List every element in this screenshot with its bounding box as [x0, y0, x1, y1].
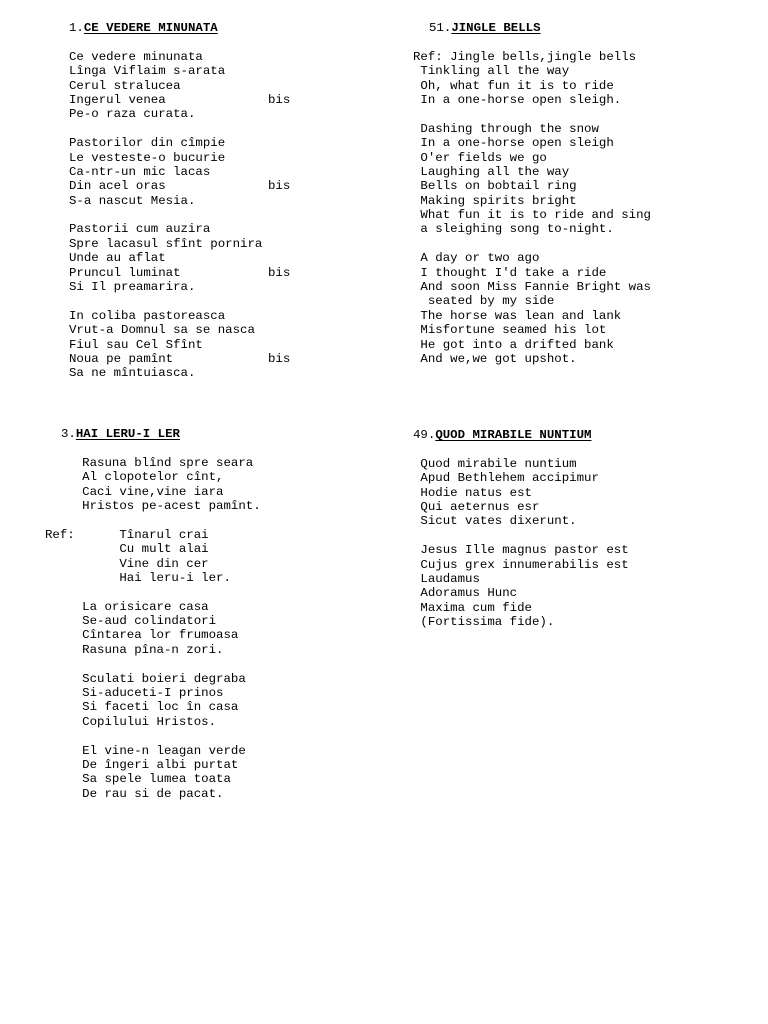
- lyric-text: Vrut-a Domnul sa se nasca: [69, 323, 255, 338]
- lyric-text: In a one-horse open sleigh: [413, 136, 614, 151]
- stanza: [45, 744, 261, 802]
- lyric-line: [413, 179, 651, 193]
- lyric-text: Si faceti loc în casa: [45, 700, 239, 715]
- lyric-line: [45, 600, 261, 614]
- lyric-line: [45, 499, 261, 513]
- lyric-text: Apud Bethlehem accipimur: [413, 471, 599, 486]
- lyric-text: Laughing all the way: [413, 164, 570, 179]
- lyric-line: [413, 222, 651, 236]
- lyric-text: Cerul stralucea: [69, 78, 181, 93]
- lyric-text: In coliba pastoreasca: [69, 308, 226, 323]
- lyric-line: [69, 194, 262, 208]
- lyric-text: Spre lacasul sfînt pornira: [69, 236, 263, 251]
- lyric-line: [413, 471, 629, 485]
- lyric-line: [69, 237, 262, 251]
- lyric-line: [413, 266, 651, 280]
- lyric-text: Le vesteste-o bucurie: [69, 150, 226, 165]
- song-name: CE VEDERE MINUNATA: [83, 21, 218, 35]
- stanza: [69, 136, 291, 208]
- lyric-text: (Fortissima fide).: [413, 615, 555, 630]
- lyric-text: And soon Miss Fannie Bright was: [413, 280, 651, 295]
- song-stanzas: [45, 456, 261, 801]
- stanza: [45, 456, 261, 514]
- lyric-line: [413, 514, 629, 528]
- lyric-line: [45, 715, 261, 729]
- lyric-line: [69, 309, 262, 323]
- repeat-mark: bis: [268, 92, 291, 107]
- stanza: [69, 49, 291, 122]
- lyric-text: El vine-n leagan verde: [45, 743, 246, 758]
- lyric-line: [69, 338, 262, 352]
- lyric-text: Maxima cum fide: [413, 600, 532, 615]
- lyric-line: [413, 558, 629, 572]
- lyric-line: [45, 700, 261, 714]
- lyric-text: Fiul sau Cel Sfînt: [69, 337, 203, 352]
- lyric-line: [45, 672, 261, 686]
- lyric-text: Oh, what fun it is to ride: [413, 78, 614, 93]
- lyric-line: [69, 165, 262, 179]
- lyric-text: a sleighing song to-night.: [413, 222, 614, 237]
- lyric-line: [45, 787, 261, 801]
- lyric-line: [413, 93, 651, 107]
- song-stanzas: [69, 49, 291, 381]
- lyric-line: [413, 500, 629, 514]
- stanza: [413, 543, 629, 629]
- lyric-text: In a one-horse open sleigh.: [413, 92, 622, 107]
- lyric-line: [69, 251, 262, 265]
- repeat-mark: bis: [268, 265, 291, 280]
- lyric-text: O'er fields we go: [413, 150, 547, 165]
- lyric-text: Vine din cer: [45, 556, 209, 571]
- lyric-text: Sicut vates dixerunt.: [413, 514, 577, 529]
- lyric-line: [413, 79, 651, 93]
- lyric-line: [69, 179, 291, 194]
- lyric-line: [69, 92, 291, 107]
- lyric-line: [413, 165, 651, 179]
- lyric-text: Making spirits bright: [413, 193, 577, 208]
- song-name: JINGLE BELLS: [451, 21, 541, 35]
- stanza: [413, 122, 651, 237]
- lyric-text: Rasuna blînd spre seara: [45, 455, 254, 470]
- lyric-text: Misfortune seamed his lot: [413, 323, 607, 338]
- lyric-text: Al clopotelor cînt,: [45, 470, 224, 485]
- lyric-line: [413, 352, 651, 366]
- lyric-text: Ingerul venea: [69, 92, 166, 107]
- lyric-text: Unde au aflat: [69, 251, 166, 266]
- song-jingle-bells: [413, 21, 651, 366]
- lyric-text: Ref: Jingle bells,jingle bells: [413, 49, 637, 64]
- lyric-line: [413, 309, 651, 323]
- lyric-line: [69, 50, 262, 64]
- lyric-line: [413, 64, 651, 78]
- lyric-text: Hai leru-i ler.: [45, 570, 231, 585]
- lyric-text: De îngeri albi purtat: [45, 757, 239, 772]
- song-stanzas: [413, 457, 629, 630]
- lyric-text: Cîntarea lor frumoasa: [45, 628, 239, 643]
- stanza: [45, 600, 261, 658]
- lyric-line: [69, 107, 262, 121]
- lyric-line: [413, 572, 629, 586]
- song-number: 51.: [429, 21, 452, 35]
- song-stanzas: [413, 50, 651, 367]
- lyric-line: [413, 543, 629, 557]
- lyric-text: Ca-ntr-un mic lacas: [69, 164, 211, 179]
- lyric-line: [45, 686, 261, 700]
- lyric-line: [45, 557, 261, 571]
- lyric-text: Noua pe pamînt: [69, 351, 174, 366]
- lyric-text: Quod mirabile nuntium: [413, 456, 577, 471]
- lyric-line: [45, 542, 261, 556]
- lyric-text: Dashing through the snow: [413, 121, 599, 136]
- lyric-line: [413, 194, 651, 208]
- lyric-line: [45, 571, 261, 585]
- song-name: QUOD MIRABILE NUNTIUM: [435, 428, 592, 442]
- lyric-line: [45, 528, 261, 542]
- song-number: 3.: [61, 427, 76, 441]
- stanza: [413, 50, 651, 108]
- lyric-text: De rau si de pacat.: [45, 786, 224, 801]
- lyric-text: Pruncul luminat: [69, 265, 181, 280]
- repeat-mark: bis: [268, 179, 291, 194]
- lyric-text: Tinkling all the way: [413, 64, 570, 79]
- stanza: [69, 222, 291, 295]
- lyric-text: Ce vedere minunata: [69, 49, 203, 64]
- stanza: [45, 528, 261, 586]
- lyric-line: [69, 64, 262, 78]
- lyric-text: Hodie natus est: [413, 485, 532, 500]
- lyric-text: Pe-o raza curata.: [69, 107, 196, 122]
- lyric-text: He got into a drifted bank: [413, 337, 614, 352]
- song-title: [429, 21, 651, 35]
- lyric-text: Pastorii cum auzira: [69, 222, 211, 237]
- lyric-line: [45, 772, 261, 786]
- stanza: [69, 308, 291, 381]
- lyric-line: [45, 470, 261, 484]
- lyric-line: [413, 136, 651, 150]
- song-title: [61, 427, 261, 441]
- lyric-line: [413, 323, 651, 337]
- song-number: 1.: [69, 21, 84, 35]
- lyric-line: [45, 485, 261, 499]
- lyric-text: I thought I'd take a ride: [413, 265, 607, 280]
- lyric-text: Rasuna pîna-n zori.: [45, 642, 224, 657]
- lyric-line: [69, 323, 262, 337]
- lyric-text: Adoramus Hunc: [413, 586, 518, 601]
- song-quod-mirabile-nuntium: [413, 428, 629, 629]
- lyric-line: [45, 758, 261, 772]
- lyric-text: Ref: Tînarul crai: [45, 527, 209, 542]
- lyric-line: [413, 294, 651, 308]
- lyric-text: The horse was lean and lank: [413, 308, 622, 323]
- lyric-line: [69, 351, 291, 366]
- lyric-text: A day or two ago: [413, 251, 540, 266]
- lyric-text: Cujus grex innumerabilis est: [413, 557, 629, 572]
- lyric-text: And we,we got upshot.: [413, 351, 577, 366]
- lyric-text: Sa spele lumea toata: [45, 772, 231, 787]
- lyric-text: Bells on bobtail ring: [413, 179, 577, 194]
- lyric-text: Cu mult alai: [45, 542, 209, 557]
- lyric-text: seated by my side: [413, 294, 555, 309]
- song-ce-vedere-minunata: [69, 21, 291, 381]
- lyric-line: [69, 366, 262, 380]
- lyric-line: [413, 208, 651, 222]
- lyric-line: [413, 601, 629, 615]
- stanza: [413, 457, 629, 529]
- lyric-line: [45, 456, 261, 470]
- lyric-line: [69, 79, 262, 93]
- song-number: 49.: [413, 428, 436, 442]
- lyric-text: Se-aud colindatori: [45, 614, 217, 629]
- lyric-line: [413, 122, 651, 136]
- song-title: [69, 21, 262, 35]
- lyric-text: What fun it is to ride and sing: [413, 208, 651, 223]
- repeat-mark: bis: [268, 351, 291, 366]
- lyric-line: [413, 50, 651, 64]
- lyric-text: La orisicare casa: [45, 599, 209, 614]
- lyric-line: [413, 586, 629, 600]
- lyric-line: [69, 151, 262, 165]
- stanza: [45, 672, 261, 730]
- song-title: [413, 428, 629, 442]
- lyric-line: [45, 614, 261, 628]
- lyric-line: [69, 280, 262, 294]
- lyric-line: [69, 222, 262, 236]
- stanza: [413, 251, 651, 366]
- song-name: HAI LERU-I LER: [75, 427, 180, 441]
- lyric-line: [413, 151, 651, 165]
- lyric-line: [45, 628, 261, 642]
- lyric-text: Pastorilor din cîmpie: [69, 136, 226, 151]
- lyric-text: Laudamus: [413, 571, 480, 586]
- lyric-line: [69, 136, 262, 150]
- lyric-line: [69, 265, 291, 280]
- lyric-line: [413, 615, 629, 629]
- lyric-line: [45, 643, 261, 657]
- lyric-line: [45, 744, 261, 758]
- lyric-line: [413, 457, 629, 471]
- lyric-text: Din acel oras: [69, 179, 166, 194]
- lyric-text: Jesus Ille magnus pastor est: [413, 543, 629, 558]
- song-hai-leru-i-ler: [45, 427, 261, 801]
- lyric-text: Lînga Viflaim s-arata: [69, 64, 226, 79]
- lyric-text: Sa ne mîntuiasca.: [69, 366, 196, 381]
- lyric-text: Sculati boieri degraba: [45, 671, 246, 686]
- lyric-line: [413, 280, 651, 294]
- lyric-line: [413, 338, 651, 352]
- lyric-text: Caci vine,vine iara: [45, 484, 224, 499]
- lyric-text: Hristos pe-acest pamînt.: [45, 498, 261, 513]
- lyric-text: S-a nascut Mesia.: [69, 193, 196, 208]
- lyric-text: Si-aduceti-I prinos: [45, 686, 224, 701]
- lyric-text: Qui aeternus esr: [413, 499, 540, 514]
- lyric-line: [413, 486, 629, 500]
- lyric-text: Si Il preamarira.: [69, 280, 196, 295]
- lyric-line: [413, 251, 651, 265]
- lyric-text: Copilului Hristos.: [45, 714, 217, 729]
